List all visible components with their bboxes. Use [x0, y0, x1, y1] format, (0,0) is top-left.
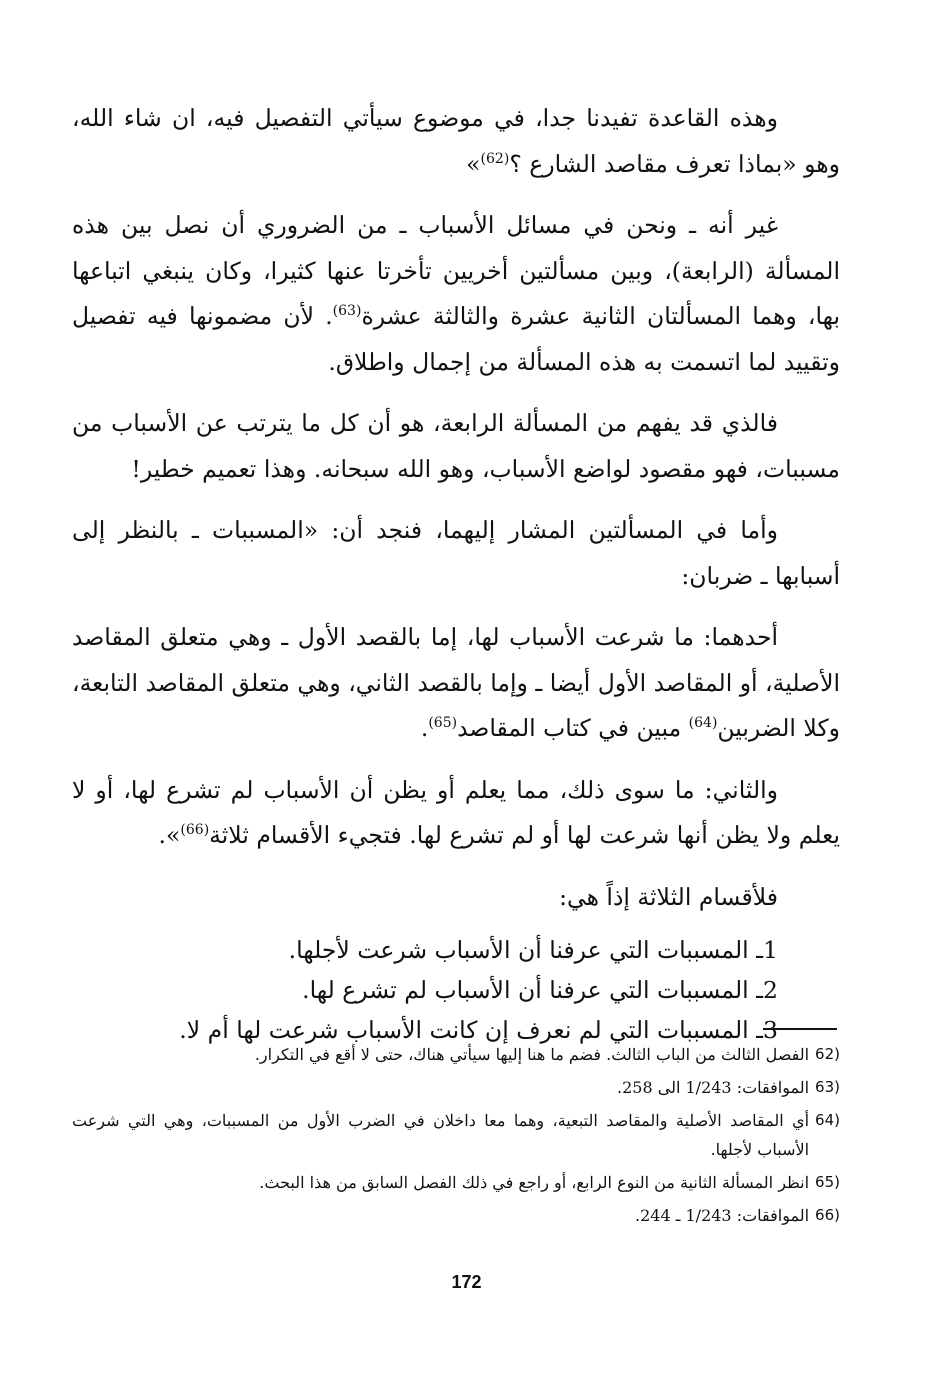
footnote-divider — [763, 1028, 837, 1030]
paragraph-1: وهذه القاعدة تفيدنا جدا، في موضوع سيأتي التفصيل فيه، ان شاء الله، وهو «بماذا تعرف مقاصد الشارع ؟$^{(62)}$» — [72, 104, 840, 178]
footnote-number: 64) — [815, 1111, 840, 1129]
footnotes — [72, 1040, 840, 1234]
footnote-ref-63[interactable]: (63) — [332, 303, 362, 320]
list-item: 1ـ المسببات التي عرفنا أن الأسباب شرعت لأجلها. — [288, 936, 778, 964]
list-item: 3ـ المسببات التي لم نعرف إن كانت الأسباب شرعت لها أم لا. — [179, 1016, 778, 1044]
footnote-number: 62) — [815, 1045, 840, 1063]
paragraph-6: والثاني: ما سوى ذلك، مما يعلم أو يظن أن الأسباب لم تشرع لها، أو لا يعلم ولا يظن أنها شرعت لها أو لم تشرع لها. فتجيء الأقسام ثلاثة$^{(66)}$». — [72, 775, 840, 849]
footnote-63 — [72, 1073, 840, 1102]
page-body — [72, 96, 840, 1050]
paragraph-7: فلأقسام الثلاثة إذاً هي: — [559, 882, 778, 911]
footnote-ref-66[interactable]: (66) — [180, 822, 210, 839]
paragraph-5: أحدهما: ما شرعت الأسباب لها، إما بالقصد الأول ـ وهي متعلق المقاصد الأصلية، أو المقاصد الأول أيضا ـ وإما بالقصد الثاني، وهي متعلق المقاصد التابعة، وكلا الضربين$^{(64)}$ مبين في كتاب المقاصد$^{(65)}$. — [72, 623, 840, 742]
footnote-number: 63) — [815, 1078, 840, 1096]
footnote-62 — [72, 1040, 840, 1069]
footnote-text: الفصل الثالث من الباب الثالث. فضم ما هنا إليها سيأتي هناك، حتى لا أقع في التكرار. — [254, 1045, 810, 1064]
footnote-64 — [72, 1106, 840, 1164]
footnote-number: 66) — [815, 1206, 840, 1224]
footnote-text: الموافقات: 1/243 الى 258. — [617, 1078, 810, 1097]
paragraph-2: غير أنه ـ ونحن في مسائل الأسباب ـ من الضروري أن نصل بين هذه المسألة (الرابعة)، وبين مسألتين أخريين تأخرتا عنها كثيرا، وكان ينبغي اتباعها بها، وهما المسألتان الثانية عشرة والثالثة عشرة$^{(63)}$. لأن مضمونها فيه تفصيل وتقييد لما اتسمت به هذه المسألة من إجمال واطلاق. — [72, 211, 840, 376]
page-number: 172 — [451, 1272, 482, 1292]
footnote-text: الموافقات: 1/243 ـ 244. — [635, 1206, 810, 1225]
paragraph-3: فالذي قد يفهم من المسألة الرابعة، هو أن كل ما يترتب عن الأسباب من مسببات، فهو مقصود لواضع الأسباب، وهو الله سبحانه. وهذا تعميم خطير! — [72, 409, 840, 483]
footnote-65 — [72, 1168, 840, 1197]
footnote-ref-62[interactable]: (62) — [480, 150, 510, 167]
footnote-ref-65[interactable]: (65) — [428, 715, 458, 732]
categories-list — [72, 930, 840, 1050]
footnote-ref-64[interactable]: (64) — [688, 715, 718, 732]
list-item: 2ـ المسببات التي عرفنا أن الأسباب لم تشرع لها. — [302, 976, 778, 1004]
footnote-66 — [72, 1201, 840, 1230]
paragraph-4: وأما في المسألتين المشار إليهما، فنجد أن: «المسببات ـ بالنظر إلى أسبابها ـ ضربان: — [72, 516, 840, 590]
footnote-text: أي المقاصد الأصلية والمقاصد التبعية، وهما معا داخلان في الضرب الأول من المسببات، وهي التي شرعت الأسباب لأجلها. — [72, 1111, 810, 1159]
footnote-number: 65) — [815, 1173, 840, 1191]
footnote-text: انظر المسألة الثانية من النوع الرابع، أو راجع في ذلك الفصل السابق من هذا البحث. — [259, 1173, 810, 1192]
